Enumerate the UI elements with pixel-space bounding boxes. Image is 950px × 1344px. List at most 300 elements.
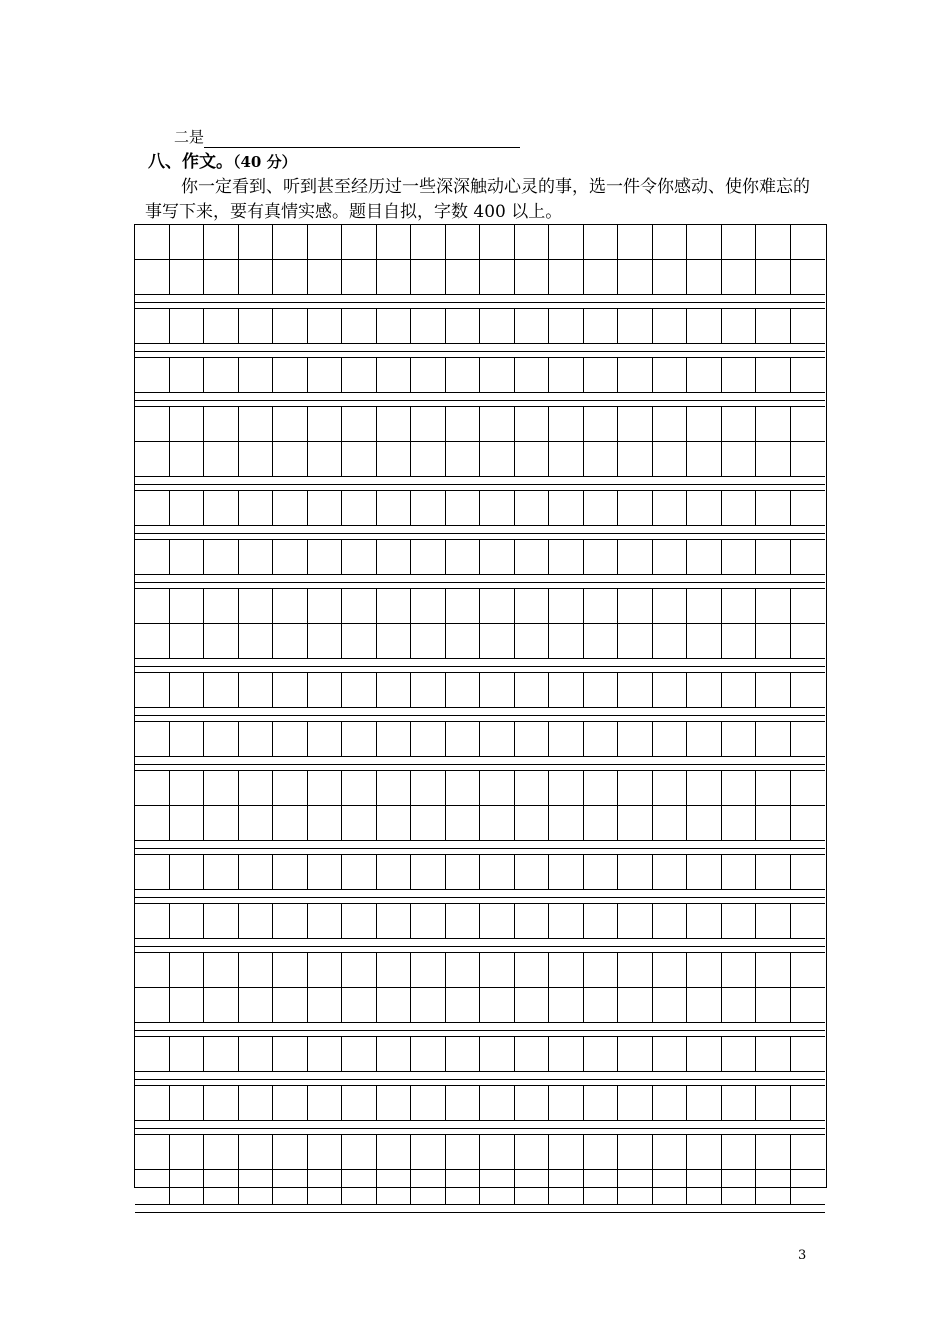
grid-cell[interactable] [411,771,446,806]
grid-cell[interactable] [377,855,412,890]
grid-cell[interactable] [411,673,446,708]
grid-cell[interactable] [756,309,791,344]
grid-cell[interactable] [618,771,653,806]
grid-cell[interactable] [239,904,274,939]
grid-cell[interactable] [687,904,722,939]
grid-cell[interactable] [515,771,550,806]
grid-cell[interactable] [791,771,826,806]
essay-writing-grid[interactable] [134,224,827,1188]
grid-cell[interactable] [170,806,205,841]
grid-cell[interactable] [687,806,722,841]
grid-cell[interactable] [342,771,377,806]
grid-cell[interactable] [584,589,619,624]
grid-cell[interactable] [342,540,377,575]
grid-cell[interactable] [170,673,205,708]
grid-cell[interactable] [687,407,722,442]
grid-cell[interactable] [411,904,446,939]
grid-cell[interactable] [791,1086,826,1121]
grid-cell[interactable] [549,1086,584,1121]
grid-cell[interactable] [515,589,550,624]
grid-cell[interactable] [411,1170,446,1205]
grid-cell[interactable] [480,988,515,1023]
grid-cell[interactable] [584,491,619,526]
grid-cell[interactable] [377,1170,412,1205]
grid-cell[interactable] [239,771,274,806]
grid-cell[interactable] [791,442,826,477]
grid-cell[interactable] [584,407,619,442]
grid-cell[interactable] [756,442,791,477]
grid-cell[interactable] [791,855,826,890]
grid-cell[interactable] [618,904,653,939]
grid-cell[interactable] [549,260,584,295]
grid-cell[interactable] [308,1037,343,1072]
grid-cell[interactable] [722,491,757,526]
grid-cell[interactable] [170,225,205,260]
grid-cell[interactable] [515,309,550,344]
grid-cell[interactable] [618,1086,653,1121]
grid-cell[interactable] [653,624,688,659]
grid-cell[interactable] [584,722,619,757]
grid-cell[interactable] [273,1086,308,1121]
grid-cell[interactable] [204,260,239,295]
grid-cell[interactable] [377,771,412,806]
grid-cell[interactable] [308,673,343,708]
grid-cell[interactable] [549,988,584,1023]
grid-cell[interactable] [584,358,619,393]
grid-cell[interactable] [273,806,308,841]
grid-cell[interactable] [618,225,653,260]
grid-cell[interactable] [377,540,412,575]
grid-cell[interactable] [687,225,722,260]
grid-cell[interactable] [342,1037,377,1072]
grid-cell[interactable] [756,806,791,841]
grid-cell[interactable] [308,771,343,806]
grid-cell[interactable] [549,855,584,890]
grid-cell[interactable] [618,358,653,393]
grid-cell[interactable] [239,988,274,1023]
grid-cell[interactable] [170,491,205,526]
grid-cell[interactable] [411,1135,446,1170]
grid-cell[interactable] [722,722,757,757]
grid-cell[interactable] [618,260,653,295]
grid-cell[interactable] [446,225,481,260]
grid-cell[interactable] [549,673,584,708]
grid-cell[interactable] [549,624,584,659]
grid-cell[interactable] [446,855,481,890]
grid-cell[interactable] [342,1086,377,1121]
grid-cell[interactable] [135,1135,170,1170]
grid-cell[interactable] [170,1037,205,1072]
grid-cell[interactable] [584,624,619,659]
grid-cell[interactable] [756,407,791,442]
grid-cell[interactable] [756,1037,791,1072]
grid-cell[interactable] [791,1037,826,1072]
grid-cell[interactable] [377,673,412,708]
grid-cell[interactable] [308,540,343,575]
grid-cell[interactable] [446,771,481,806]
grid-cell[interactable] [756,722,791,757]
grid-cell[interactable] [446,491,481,526]
grid-cell[interactable] [618,855,653,890]
grid-cell[interactable] [791,407,826,442]
grid-cell[interactable] [308,309,343,344]
grid-cell[interactable] [515,225,550,260]
grid-cell[interactable] [480,589,515,624]
grid-cell[interactable] [584,988,619,1023]
grid-cell[interactable] [342,260,377,295]
grid-cell[interactable] [308,358,343,393]
grid-cell[interactable] [342,442,377,477]
grid-cell[interactable] [446,309,481,344]
grid-cell[interactable] [411,988,446,1023]
grid-cell[interactable] [170,407,205,442]
grid-cell[interactable] [687,442,722,477]
grid-cell[interactable] [687,1135,722,1170]
grid-cell[interactable] [377,624,412,659]
grid-cell[interactable] [411,442,446,477]
grid-cell[interactable] [411,722,446,757]
grid-cell[interactable] [135,1086,170,1121]
grid-cell[interactable] [273,771,308,806]
grid-cell[interactable] [342,1135,377,1170]
grid-cell[interactable] [204,673,239,708]
grid-cell[interactable] [204,442,239,477]
grid-cell[interactable] [411,806,446,841]
grid-cell[interactable] [756,491,791,526]
grid-cell[interactable] [170,1086,205,1121]
grid-cell[interactable] [411,624,446,659]
grid-cell[interactable] [308,855,343,890]
grid-cell[interactable] [687,1170,722,1205]
grid-cell[interactable] [756,988,791,1023]
grid-cell[interactable] [722,988,757,1023]
grid-cell[interactable] [756,673,791,708]
grid-cell[interactable] [170,988,205,1023]
grid-cell[interactable] [515,407,550,442]
grid-cell[interactable] [239,953,274,988]
grid-cell[interactable] [308,442,343,477]
grid-cell[interactable] [446,1086,481,1121]
grid-cell[interactable] [239,260,274,295]
grid-cell[interactable] [722,589,757,624]
grid-cell[interactable] [135,624,170,659]
grid-cell[interactable] [480,442,515,477]
grid-cell[interactable] [239,1037,274,1072]
grid-cell[interactable] [722,953,757,988]
grid-cell[interactable] [170,589,205,624]
grid-cell[interactable] [308,904,343,939]
grid-cell[interactable] [515,722,550,757]
grid-cell[interactable] [756,260,791,295]
grid-cell[interactable] [584,1037,619,1072]
grid-cell[interactable] [308,225,343,260]
grid-cell[interactable] [653,806,688,841]
grid-cell[interactable] [480,806,515,841]
grid-cell[interactable] [584,953,619,988]
grid-cell[interactable] [480,673,515,708]
grid-cell[interactable] [687,855,722,890]
grid-cell[interactable] [170,953,205,988]
grid-cell[interactable] [204,988,239,1023]
grid-cell[interactable] [687,673,722,708]
grid-cell[interactable] [549,309,584,344]
grid-cell[interactable] [687,722,722,757]
grid-cell[interactable] [549,953,584,988]
grid-cell[interactable] [791,806,826,841]
grid-cell[interactable] [653,722,688,757]
grid-cell[interactable] [239,722,274,757]
grid-cell[interactable] [308,491,343,526]
grid-cell[interactable] [170,260,205,295]
grid-cell[interactable] [549,540,584,575]
grid-cell[interactable] [135,855,170,890]
grid-cell[interactable] [618,673,653,708]
grid-cell[interactable] [273,673,308,708]
grid-cell[interactable] [170,540,205,575]
grid-cell[interactable] [515,1086,550,1121]
grid-cell[interactable] [170,904,205,939]
grid-cell[interactable] [204,1086,239,1121]
grid-cell[interactable] [239,855,274,890]
grid-cell[interactable] [618,407,653,442]
grid-cell[interactable] [549,1170,584,1205]
grid-cell[interactable] [584,442,619,477]
grid-cell[interactable] [170,358,205,393]
grid-cell[interactable] [653,442,688,477]
grid-cell[interactable] [791,673,826,708]
grid-cell[interactable] [791,540,826,575]
grid-cell[interactable] [308,1135,343,1170]
grid-cell[interactable] [480,855,515,890]
grid-cell[interactable] [170,442,205,477]
grid-cell[interactable] [791,904,826,939]
grid-cell[interactable] [446,358,481,393]
grid-cell[interactable] [273,260,308,295]
grid-cell[interactable] [756,225,791,260]
grid-cell[interactable] [756,358,791,393]
grid-cell[interactable] [722,407,757,442]
grid-cell[interactable] [170,722,205,757]
grid-cell[interactable] [653,1086,688,1121]
grid-cell[interactable] [756,624,791,659]
grid-cell[interactable] [170,1170,205,1205]
grid-cell[interactable] [687,309,722,344]
grid-cell[interactable] [239,540,274,575]
grid-cell[interactable] [515,855,550,890]
grid-cell[interactable] [618,491,653,526]
grid-cell[interactable] [204,1037,239,1072]
grid-cell[interactable] [653,589,688,624]
grid-cell[interactable] [239,407,274,442]
grid-cell[interactable] [549,358,584,393]
grid-cell[interactable] [377,442,412,477]
grid-cell[interactable] [480,309,515,344]
grid-cell[interactable] [239,673,274,708]
grid-cell[interactable] [584,1170,619,1205]
grid-cell[interactable] [377,1135,412,1170]
grid-cell[interactable] [687,771,722,806]
grid-cell[interactable] [204,855,239,890]
grid-cell[interactable] [515,442,550,477]
grid-cell[interactable] [687,260,722,295]
grid-cell[interactable] [687,953,722,988]
grid-cell[interactable] [480,491,515,526]
grid-cell[interactable] [584,260,619,295]
grid-cell[interactable] [273,988,308,1023]
grid-cell[interactable] [308,260,343,295]
grid-cell[interactable] [342,491,377,526]
grid-cell[interactable] [515,953,550,988]
grid-cell[interactable] [618,540,653,575]
grid-cell[interactable] [204,589,239,624]
grid-cell[interactable] [377,904,412,939]
grid-cell[interactable] [515,540,550,575]
grid-cell[interactable] [342,904,377,939]
grid-cell[interactable] [308,722,343,757]
answer-blank[interactable] [204,129,520,148]
grid-cell[interactable] [170,309,205,344]
grid-cell[interactable] [549,491,584,526]
grid-cell[interactable] [446,806,481,841]
grid-cell[interactable] [135,1170,170,1205]
grid-cell[interactable] [584,1086,619,1121]
grid-cell[interactable] [342,589,377,624]
grid-cell[interactable] [687,589,722,624]
grid-cell[interactable] [411,491,446,526]
grid-cell[interactable] [135,722,170,757]
grid-cell[interactable] [549,407,584,442]
grid-cell[interactable] [135,358,170,393]
grid-cell[interactable] [791,722,826,757]
grid-cell[interactable] [377,260,412,295]
grid-cell[interactable] [135,309,170,344]
grid-cell[interactable] [722,771,757,806]
grid-cell[interactable] [342,358,377,393]
grid-cell[interactable] [584,855,619,890]
grid-cell[interactable] [791,1170,826,1205]
grid-cell[interactable] [549,806,584,841]
grid-cell[interactable] [204,624,239,659]
grid-cell[interactable] [308,1170,343,1205]
grid-cell[interactable] [377,988,412,1023]
grid-cell[interactable] [446,407,481,442]
grid-cell[interactable] [204,771,239,806]
grid-cell[interactable] [480,260,515,295]
grid-cell[interactable] [377,407,412,442]
grid-cell[interactable] [342,309,377,344]
grid-cell[interactable] [618,953,653,988]
grid-cell[interactable] [549,225,584,260]
grid-cell[interactable] [549,589,584,624]
grid-cell[interactable] [308,624,343,659]
grid-cell[interactable] [756,1170,791,1205]
grid-cell[interactable] [618,722,653,757]
grid-cell[interactable] [515,358,550,393]
grid-cell[interactable] [342,624,377,659]
grid-cell[interactable] [722,1086,757,1121]
grid-cell[interactable] [411,589,446,624]
grid-cell[interactable] [653,358,688,393]
grid-cell[interactable] [791,589,826,624]
grid-cell[interactable] [480,407,515,442]
grid-cell[interactable] [377,225,412,260]
grid-cell[interactable] [273,309,308,344]
grid-cell[interactable] [308,407,343,442]
grid-cell[interactable] [515,1135,550,1170]
grid-cell[interactable] [549,1135,584,1170]
grid-cell[interactable] [170,771,205,806]
grid-cell[interactable] [653,1037,688,1072]
grid-cell[interactable] [722,540,757,575]
grid-cell[interactable] [170,624,205,659]
grid-cell[interactable] [722,358,757,393]
grid-cell[interactable] [722,1135,757,1170]
grid-cell[interactable] [446,1170,481,1205]
grid-cell[interactable] [791,309,826,344]
grid-cell[interactable] [377,589,412,624]
grid-cell[interactable] [273,1037,308,1072]
grid-cell[interactable] [480,953,515,988]
grid-cell[interactable] [549,904,584,939]
grid-cell[interactable] [204,225,239,260]
grid-cell[interactable] [653,771,688,806]
grid-cell[interactable] [377,1037,412,1072]
grid-cell[interactable] [273,589,308,624]
grid-cell[interactable] [687,1086,722,1121]
grid-cell[interactable] [446,673,481,708]
grid-cell[interactable] [446,904,481,939]
grid-cell[interactable] [618,309,653,344]
grid-cell[interactable] [756,771,791,806]
grid-cell[interactable] [584,806,619,841]
grid-cell[interactable] [342,988,377,1023]
grid-cell[interactable] [135,771,170,806]
grid-cell[interactable] [135,225,170,260]
grid-cell[interactable] [239,1170,274,1205]
grid-cell[interactable] [135,491,170,526]
grid-cell[interactable] [411,1086,446,1121]
grid-cell[interactable] [308,953,343,988]
grid-cell[interactable] [308,1086,343,1121]
grid-cell[interactable] [722,225,757,260]
grid-cell[interactable] [480,358,515,393]
grid-cell[interactable] [308,806,343,841]
grid-cell[interactable] [377,722,412,757]
grid-cell[interactable] [411,1037,446,1072]
grid-cell[interactable] [515,1037,550,1072]
grid-cell[interactable] [239,1135,274,1170]
grid-cell[interactable] [756,904,791,939]
grid-cell[interactable] [411,358,446,393]
grid-cell[interactable] [342,673,377,708]
grid-cell[interactable] [446,722,481,757]
grid-cell[interactable] [515,904,550,939]
grid-cell[interactable] [239,624,274,659]
grid-cell[interactable] [273,442,308,477]
grid-cell[interactable] [653,1170,688,1205]
grid-cell[interactable] [204,358,239,393]
grid-cell[interactable] [722,309,757,344]
grid-cell[interactable] [204,309,239,344]
grid-cell[interactable] [653,988,688,1023]
grid-cell[interactable] [411,225,446,260]
grid-cell[interactable] [584,309,619,344]
grid-cell[interactable] [273,225,308,260]
grid-cell[interactable] [480,904,515,939]
grid-cell[interactable] [204,540,239,575]
grid-cell[interactable] [756,1086,791,1121]
grid-cell[interactable] [135,904,170,939]
